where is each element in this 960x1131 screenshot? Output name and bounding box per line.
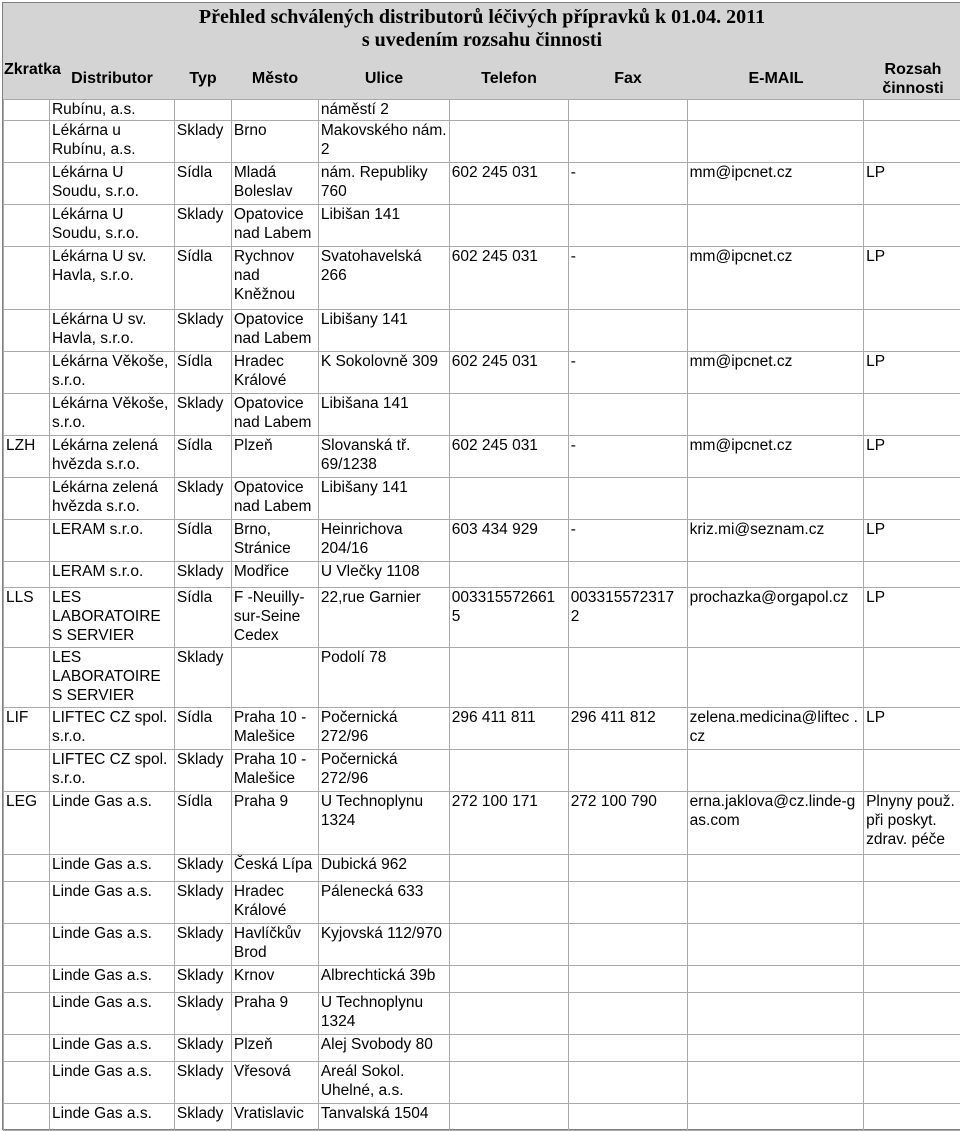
cell-mesto: F -Neuilly-sur-Seine Cedex (231, 588, 318, 648)
cell-ulice: Libišana 141 (318, 394, 449, 436)
cell-distributor: LERAM s.r.o. (49, 562, 174, 588)
cell-email (687, 1035, 863, 1062)
cell-rozsah: LP (864, 436, 960, 478)
cell-rozsah (864, 648, 960, 708)
cell-rozsah: LP (864, 708, 960, 750)
cell-mesto: Rychnov nad Kněžnou (231, 247, 318, 310)
cell-ulice: Dubická 962 (318, 855, 449, 882)
table-row (4, 648, 960, 708)
cell-email (687, 882, 863, 924)
cell-rozsah (864, 1062, 960, 1104)
cell-rozsah (864, 966, 960, 993)
page-title (3, 3, 960, 57)
cell-typ: Sklady (174, 1035, 231, 1062)
cell-zkratka (4, 478, 50, 520)
table-row (4, 882, 960, 924)
cell-ulice: Libišany 141 (318, 310, 449, 352)
cell-zkratka (4, 924, 50, 966)
cell-rozsah (864, 562, 960, 588)
cell-ulice: 22,rue Garnier (318, 588, 449, 648)
cell-zkratka (4, 562, 50, 588)
table-row (4, 855, 960, 882)
cell-zkratka (4, 882, 50, 924)
cell-fax (568, 100, 687, 121)
cell-telefon (449, 205, 568, 247)
cell-fax: - (568, 352, 687, 394)
cell-telefon: 296 411 811 (449, 708, 568, 750)
cell-fax (568, 993, 687, 1035)
cell-zkratka (4, 121, 50, 163)
cell-telefon (449, 1035, 568, 1062)
cell-telefon (449, 924, 568, 966)
cell-distributor: LES LABORATOIRE S SERVIER (49, 648, 174, 708)
header-distributor: Distributor (50, 69, 174, 88)
cell-rozsah (864, 1035, 960, 1062)
title-line-1: Přehled schválených distributorů léčivých přípravků k 01.04. 2011 (3, 6, 960, 29)
table-header (3, 57, 960, 99)
table-row (4, 394, 960, 436)
table-row (4, 352, 960, 394)
cell-mesto: Hradec Králové (231, 882, 318, 924)
cell-mesto: Hradec Králové (231, 352, 318, 394)
cell-mesto: Opatovice nad Labem (231, 394, 318, 436)
cell-typ: Sklady (174, 750, 231, 792)
table-row (4, 247, 960, 310)
cell-ulice: U Technoplynu 1324 (318, 993, 449, 1035)
cell-mesto: Praha 10 - Malešice (231, 750, 318, 792)
cell-fax (568, 1104, 687, 1131)
header-ulice: Ulice (319, 69, 449, 88)
cell-mesto: Vratislavic (231, 1104, 318, 1131)
cell-rozsah (864, 205, 960, 247)
header-email: E-MAIL (688, 69, 864, 88)
cell-telefon (449, 121, 568, 163)
document-page (2, 2, 960, 1130)
cell-rozsah (864, 100, 960, 121)
cell-mesto: Mladá Boleslav (231, 163, 318, 205)
cell-ulice: Libišan 141 (318, 205, 449, 247)
cell-rozsah (864, 478, 960, 520)
cell-distributor: LES LABORATOIRE S SERVIER (49, 588, 174, 648)
cell-typ: Sídla (174, 588, 231, 648)
cell-zkratka (4, 310, 50, 352)
distributor-table (3, 99, 960, 1131)
header-mesto: Město (232, 69, 318, 88)
cell-email (687, 1104, 863, 1131)
cell-telefon (449, 966, 568, 993)
cell-typ: Sídla (174, 352, 231, 394)
cell-distributor: Lékárna Věkoše, s.r.o. (49, 352, 174, 394)
cell-email (687, 924, 863, 966)
cell-mesto: Česká Lípa (231, 855, 318, 882)
header-rozsah: Rozsah činnosti (865, 60, 960, 98)
cell-zkratka (4, 205, 50, 247)
cell-email: kriz.mi@seznam.cz (687, 520, 863, 562)
cell-telefon: 003315572661 5 (449, 588, 568, 648)
table-body (4, 100, 960, 1131)
cell-rozsah (864, 750, 960, 792)
cell-rozsah: LP (864, 163, 960, 205)
table-row (4, 163, 960, 205)
table-row (4, 205, 960, 247)
cell-zkratka (4, 1062, 50, 1104)
cell-fax (568, 205, 687, 247)
cell-mesto (231, 100, 318, 121)
cell-typ: Sídla (174, 520, 231, 562)
cell-distributor: Lékárna u Rubínu, a.s. (49, 121, 174, 163)
cell-typ: Sídla (174, 792, 231, 855)
cell-ulice: Areál Sokol. Uhelné, a.s. (318, 1062, 449, 1104)
cell-distributor: Linde Gas a.s. (49, 1062, 174, 1104)
cell-mesto: Praha 10 - Malešice (231, 708, 318, 750)
cell-typ (174, 100, 231, 121)
cell-email: zelena.medicina@liftec .cz (687, 708, 863, 750)
cell-email: mm@ipcnet.cz (687, 163, 863, 205)
cell-rozsah: LP (864, 520, 960, 562)
cell-ulice: náměstí 2 (318, 100, 449, 121)
cell-typ: Sklady (174, 855, 231, 882)
cell-email (687, 205, 863, 247)
header-zkratka: Zkratka (4, 60, 48, 79)
cell-rozsah (864, 394, 960, 436)
table-row (4, 1104, 960, 1131)
cell-ulice: Počernická 272/96 (318, 708, 449, 750)
cell-typ: Sklady (174, 648, 231, 708)
cell-mesto: Krnov (231, 966, 318, 993)
cell-zkratka (4, 352, 50, 394)
header-fax: Fax (569, 69, 687, 88)
cell-mesto: Plzeň (231, 1035, 318, 1062)
cell-email (687, 562, 863, 588)
table-row (4, 436, 960, 478)
table-row (4, 1035, 960, 1062)
cell-rozsah (864, 924, 960, 966)
cell-fax: - (568, 163, 687, 205)
cell-email: mm@ipcnet.cz (687, 247, 863, 310)
cell-fax (568, 855, 687, 882)
table-row (4, 310, 960, 352)
table-row (4, 121, 960, 163)
cell-fax (568, 882, 687, 924)
cell-telefon (449, 310, 568, 352)
cell-distributor: Linde Gas a.s. (49, 792, 174, 855)
cell-zkratka (4, 100, 50, 121)
cell-zkratka (4, 750, 50, 792)
cell-email (687, 750, 863, 792)
cell-email (687, 1062, 863, 1104)
cell-distributor: Linde Gas a.s. (49, 966, 174, 993)
cell-typ: Sklady (174, 924, 231, 966)
cell-telefon: 603 434 929 (449, 520, 568, 562)
cell-mesto: Brno (231, 121, 318, 163)
cell-fax (568, 394, 687, 436)
cell-telefon (449, 394, 568, 436)
cell-rozsah (864, 121, 960, 163)
cell-ulice: Počernická 272/96 (318, 750, 449, 792)
cell-fax (568, 1062, 687, 1104)
cell-telefon (449, 993, 568, 1035)
cell-email (687, 121, 863, 163)
cell-zkratka (4, 247, 50, 310)
cell-ulice: Slovanská tř. 69/1238 (318, 436, 449, 478)
cell-typ: Sídla (174, 708, 231, 750)
cell-zkratka (4, 394, 50, 436)
cell-fax (568, 1035, 687, 1062)
cell-mesto: Brno, Stránice (231, 520, 318, 562)
cell-telefon (449, 648, 568, 708)
cell-typ: Sklady (174, 1062, 231, 1104)
cell-rozsah: LP (864, 588, 960, 648)
cell-zkratka (4, 993, 50, 1035)
cell-ulice: Podolí 78 (318, 648, 449, 708)
cell-distributor: Linde Gas a.s. (49, 993, 174, 1035)
cell-mesto (231, 648, 318, 708)
cell-ulice: nám. Republiky 760 (318, 163, 449, 205)
cell-rozsah: Plnyny použ. při poskyt. zdrav. péče (864, 792, 960, 855)
cell-telefon: 272 100 171 (449, 792, 568, 855)
cell-fax (568, 750, 687, 792)
cell-ulice: U Vlečky 1108 (318, 562, 449, 588)
cell-typ: Sídla (174, 247, 231, 310)
cell-ulice: U Technoplynu 1324 (318, 792, 449, 855)
cell-mesto: Opatovice nad Labem (231, 478, 318, 520)
cell-email (687, 310, 863, 352)
table-row (4, 478, 960, 520)
cell-typ: Sklady (174, 966, 231, 993)
cell-distributor: Lékárna U Soudu, s.r.o. (49, 205, 174, 247)
table-row (4, 993, 960, 1035)
table-row (4, 562, 960, 588)
cell-typ: Sklady (174, 121, 231, 163)
cell-distributor: Lékárna zelená hvězda s.r.o. (49, 478, 174, 520)
cell-fax (568, 478, 687, 520)
cell-distributor: Linde Gas a.s. (49, 882, 174, 924)
cell-fax: - (568, 436, 687, 478)
cell-ulice: Makovského nám. 2 (318, 121, 449, 163)
cell-fax: 003315572317 2 (568, 588, 687, 648)
header-telefon: Telefon (450, 69, 568, 88)
cell-email (687, 993, 863, 1035)
cell-telefon (449, 562, 568, 588)
cell-zkratka (4, 520, 50, 562)
cell-distributor: LIFTEC CZ spol. s.r.o. (49, 750, 174, 792)
cell-rozsah (864, 1104, 960, 1131)
cell-distributor: Linde Gas a.s. (49, 1104, 174, 1131)
cell-distributor: Linde Gas a.s. (49, 1035, 174, 1062)
cell-typ: Sklady (174, 562, 231, 588)
cell-ulice: Pálenecká 633 (318, 882, 449, 924)
table-row (4, 792, 960, 855)
cell-ulice: Heinrichova 204/16 (318, 520, 449, 562)
cell-mesto: Havlíčkův Brod (231, 924, 318, 966)
cell-rozsah: LP (864, 247, 960, 310)
cell-typ: Sídla (174, 163, 231, 205)
cell-ulice: Libišany 141 (318, 478, 449, 520)
cell-email: prochazka@orgapol.cz (687, 588, 863, 648)
cell-typ: Sklady (174, 205, 231, 247)
cell-email (687, 855, 863, 882)
cell-ulice: Kyjovská 112/970 (318, 924, 449, 966)
cell-typ: Sklady (174, 310, 231, 352)
cell-fax: 296 411 812 (568, 708, 687, 750)
cell-typ: Sídla (174, 436, 231, 478)
cell-zkratka: LZH (4, 436, 50, 478)
table-row (4, 708, 960, 750)
cell-mesto: Praha 9 (231, 993, 318, 1035)
cell-ulice: Alej Svobody 80 (318, 1035, 449, 1062)
cell-telefon (449, 1062, 568, 1104)
cell-fax (568, 310, 687, 352)
table-row (4, 750, 960, 792)
cell-zkratka (4, 1104, 50, 1131)
cell-ulice: Albrechtická 39b (318, 966, 449, 993)
table-row (4, 966, 960, 993)
cell-telefon: 602 245 031 (449, 436, 568, 478)
cell-typ: Sklady (174, 882, 231, 924)
cell-fax: - (568, 247, 687, 310)
cell-mesto: Vřesová (231, 1062, 318, 1104)
cell-typ: Sklady (174, 478, 231, 520)
cell-ulice: K Sokolovně 309 (318, 352, 449, 394)
cell-fax (568, 562, 687, 588)
cell-zkratka (4, 855, 50, 882)
cell-rozsah (864, 993, 960, 1035)
cell-distributor: Lékárna zelená hvězda s.r.o. (49, 436, 174, 478)
cell-distributor: LIFTEC CZ spol. s.r.o. (49, 708, 174, 750)
cell-telefon (449, 750, 568, 792)
cell-zkratka (4, 966, 50, 993)
header-typ: Typ (175, 69, 231, 88)
cell-rozsah (864, 882, 960, 924)
cell-mesto: Opatovice nad Labem (231, 310, 318, 352)
cell-rozsah: LP (864, 352, 960, 394)
cell-distributor: Lékárna U Soudu, s.r.o. (49, 163, 174, 205)
table-row (4, 520, 960, 562)
cell-fax: 272 100 790 (568, 792, 687, 855)
cell-email: mm@ipcnet.cz (687, 352, 863, 394)
cell-typ: Sklady (174, 394, 231, 436)
cell-distributor: Rubínu, a.s. (49, 100, 174, 121)
cell-zkratka: LIF (4, 708, 50, 750)
cell-fax (568, 966, 687, 993)
cell-telefon: 602 245 031 (449, 163, 568, 205)
cell-rozsah (864, 310, 960, 352)
cell-mesto: Modřice (231, 562, 318, 588)
cell-zkratka (4, 648, 50, 708)
cell-distributor: Lékárna U sv. Havla, s.r.o. (49, 310, 174, 352)
cell-email (687, 478, 863, 520)
cell-fax (568, 924, 687, 966)
cell-email: erna.jaklova@cz.linde-gas.com (687, 792, 863, 855)
cell-distributor: Linde Gas a.s. (49, 924, 174, 966)
cell-email (687, 100, 863, 121)
cell-distributor: LERAM s.r.o. (49, 520, 174, 562)
cell-telefon (449, 478, 568, 520)
cell-zkratka (4, 1035, 50, 1062)
cell-typ: Sklady (174, 993, 231, 1035)
cell-mesto: Praha 9 (231, 792, 318, 855)
cell-distributor: Lékárna Věkoše, s.r.o. (49, 394, 174, 436)
cell-mesto: Opatovice nad Labem (231, 205, 318, 247)
cell-fax (568, 121, 687, 163)
cell-typ: Sklady (174, 1104, 231, 1131)
cell-distributor: Lékárna U sv. Havla, s.r.o. (49, 247, 174, 310)
cell-ulice: Tanvalská 1504 (318, 1104, 449, 1131)
cell-rozsah (864, 855, 960, 882)
cell-mesto: Plzeň (231, 436, 318, 478)
cell-telefon (449, 1104, 568, 1131)
cell-email (687, 394, 863, 436)
cell-telefon (449, 855, 568, 882)
title-line-2: s uvedením rozsahu činnosti (3, 29, 960, 52)
cell-email (687, 648, 863, 708)
cell-telefon (449, 100, 568, 121)
cell-telefon (449, 882, 568, 924)
cell-zkratka (4, 163, 50, 205)
cell-fax (568, 648, 687, 708)
cell-ulice: Svatohavelská 266 (318, 247, 449, 310)
table-row (4, 100, 960, 121)
cell-zkratka: LEG (4, 792, 50, 855)
table-row (4, 588, 960, 648)
cell-telefon: 602 245 031 (449, 247, 568, 310)
table-row (4, 1062, 960, 1104)
cell-telefon: 602 245 031 (449, 352, 568, 394)
cell-email: mm@ipcnet.cz (687, 436, 863, 478)
cell-zkratka: LLS (4, 588, 50, 648)
table-row (4, 924, 960, 966)
cell-distributor: Linde Gas a.s. (49, 855, 174, 882)
cell-fax: - (568, 520, 687, 562)
cell-email (687, 966, 863, 993)
